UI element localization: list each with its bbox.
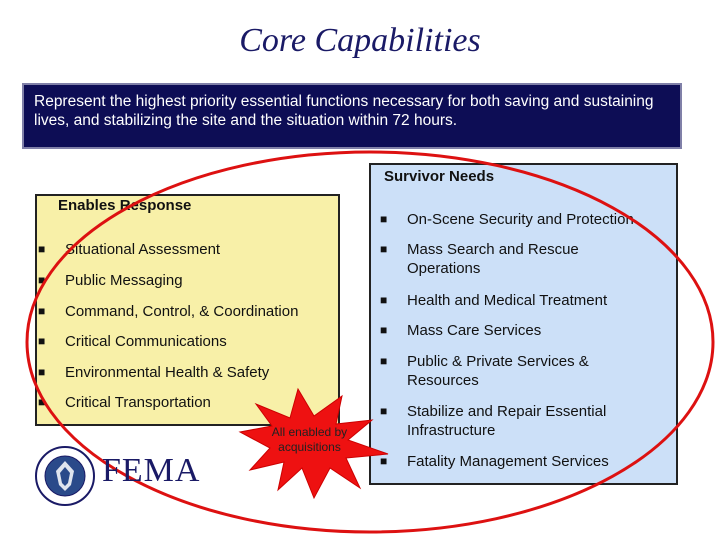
list-item: ■ Command, Control, & Coordination <box>38 303 299 320</box>
list-item: ■ Critical Communications <box>38 333 227 350</box>
square-bullet-icon: ■ <box>380 323 388 337</box>
list-item: ■ Public Messaging <box>38 272 183 289</box>
square-bullet-icon: ■ <box>38 395 46 409</box>
square-bullet-icon: ■ <box>38 273 46 287</box>
square-bullet-icon: ■ <box>380 293 388 307</box>
list-item: ■ Mass Search and Rescue Operations <box>380 241 579 277</box>
square-bullet-icon: ■ <box>380 212 388 226</box>
starburst-label: All enabled by acquisitions <box>271 425 348 454</box>
list-item: ■ Situational Assessment <box>38 241 221 258</box>
list-item: ■ Environmental Health & Safety <box>38 364 270 381</box>
enables-response-title: Enables Response <box>58 197 192 214</box>
list-item: ■ Stabilize and Repair Essential Infrastructure <box>380 403 607 439</box>
list-item: ■ Mass Care Services <box>380 322 542 339</box>
square-bullet-icon: ■ <box>380 242 388 256</box>
list-item: ■ Health and Medical Treatment <box>380 292 608 309</box>
list-item: ■ On-Scene Security and Protection <box>380 211 634 228</box>
slide-title: Core Capabilities <box>239 22 481 59</box>
square-bullet-icon: ■ <box>380 404 388 418</box>
dhs-seal-icon <box>34 445 96 507</box>
square-bullet-icon: ■ <box>380 354 388 368</box>
list-item: ■ Critical Transportation <box>38 394 211 411</box>
square-bullet-icon: ■ <box>38 242 46 256</box>
survivor-needs-title: Survivor Needs <box>384 168 495 185</box>
definition-banner: Represent the highest priority essential functions necessary for both saving and sustaining lives, and stabilizing the site and the situation within 72 hours. <box>22 83 682 149</box>
square-bullet-icon: ■ <box>38 334 46 348</box>
list-item: ■ Public & Private Services & Resources <box>380 353 589 389</box>
list-item: ■ Fatality Management Services <box>380 453 609 470</box>
fema-logo: FEMA <box>102 452 201 489</box>
square-bullet-icon: ■ <box>38 304 46 318</box>
square-bullet-icon: ■ <box>380 454 388 468</box>
square-bullet-icon: ■ <box>38 365 46 379</box>
